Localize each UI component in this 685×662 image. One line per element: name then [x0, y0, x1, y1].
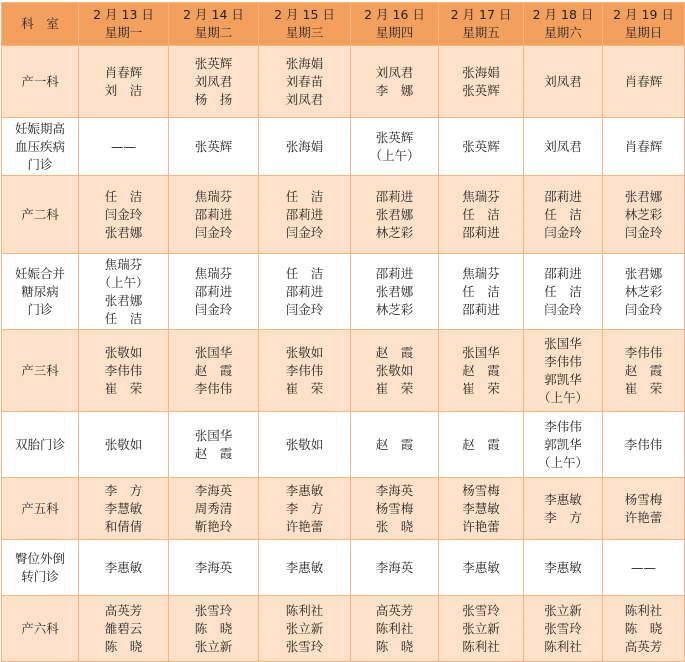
duty-cell — [259, 46, 351, 118]
staff-name: 张君娜 — [375, 206, 414, 222]
staff-name: 李伟伟 — [285, 362, 324, 378]
schedule-row — [2, 254, 685, 330]
staff-name: 张雪玲 — [544, 620, 582, 636]
schedule-row — [2, 540, 685, 596]
staff-name: 闫金玲 — [104, 206, 143, 222]
duty-cell — [79, 254, 169, 330]
staff-name: 高英芳 — [104, 602, 143, 618]
staff-name: 许艳蕾 — [285, 518, 324, 534]
staff-name: 邵莉进 — [375, 188, 414, 204]
day-weekday: 星期一 — [104, 25, 143, 40]
staff-name: 陈 晓 — [375, 638, 414, 654]
duty-cell — [79, 176, 169, 254]
staff-name: 邵莉进 — [462, 224, 500, 240]
staff-name: 陈利社 — [462, 638, 500, 654]
schedule-row — [2, 46, 685, 118]
staff-name: 邵莉进 — [194, 206, 233, 222]
staff-name: 邵莉进 — [544, 265, 582, 281]
staff-name: 李惠敏 — [544, 559, 582, 575]
day-header — [439, 3, 524, 46]
dept-name-line: 产二科 — [21, 206, 59, 222]
staff-name: 张敬如 — [104, 344, 143, 360]
day-weekday: 星期四 — [375, 25, 414, 40]
staff-name: （上午） — [537, 389, 588, 405]
staff-name: 高英芳 — [624, 638, 663, 654]
schedule-row — [2, 596, 685, 662]
duty-cell — [524, 540, 603, 596]
staff-name: 杨雪梅 — [375, 500, 414, 516]
staff-name: 李伟伟 — [624, 344, 663, 360]
staff-name: 刘凤君 — [544, 73, 582, 89]
duty-cell — [351, 176, 439, 254]
staff-name: 刘春苗 — [285, 73, 324, 89]
dept-cell — [2, 118, 79, 176]
staff-name: 闫金玲 — [624, 224, 663, 240]
staff-name: 张海娟 — [285, 55, 324, 71]
staff-name: 崔 荣 — [375, 380, 414, 396]
staff-name: 任 洁 — [544, 283, 582, 299]
duty-cell — [439, 46, 524, 118]
duty-cell — [524, 596, 603, 662]
schedule-row — [2, 118, 685, 176]
duty-cell — [524, 46, 603, 118]
duty-cell — [351, 118, 439, 176]
duty-cell — [351, 540, 439, 596]
staff-name: 任 洁 — [544, 206, 582, 222]
day-weekday: 星期五 — [462, 25, 500, 40]
staff-name: 闫金玲 — [624, 301, 663, 317]
staff-name: 李慧敏 — [462, 500, 500, 516]
duty-cell — [79, 478, 169, 540]
staff-name: 李惠敏 — [285, 559, 324, 575]
duty-cell — [603, 254, 685, 330]
staff-name: 雒碧云 — [104, 620, 143, 636]
staff-name: 张立新 — [194, 638, 233, 654]
staff-name: 赵 霞 — [194, 362, 233, 378]
dept-cell — [2, 46, 79, 118]
schedule-row — [2, 412, 685, 478]
staff-name: 焦瑞芬 — [194, 265, 233, 281]
duty-cell — [259, 330, 351, 412]
staff-name: 赵 霞 — [462, 436, 500, 452]
staff-name: 闫金玲 — [194, 301, 233, 317]
staff-name: 李海英 — [375, 482, 414, 498]
staff-name: 刘凤君 — [544, 138, 582, 154]
staff-name: 李 方 — [544, 509, 582, 525]
duty-cell — [439, 176, 524, 254]
staff-name: 李海英 — [375, 559, 414, 575]
duty-cell — [79, 46, 169, 118]
day-date: 2 月 13 日 — [93, 7, 154, 22]
staff-name: 张敬如 — [104, 436, 143, 452]
duty-cell — [169, 478, 259, 540]
duty-cell — [259, 254, 351, 330]
day-weekday: 星期六 — [544, 25, 582, 40]
staff-name: —— — [111, 138, 136, 154]
dept-header — [2, 3, 79, 46]
staff-name: 赵 霞 — [375, 344, 414, 360]
staff-name: 邵莉进 — [462, 301, 500, 317]
staff-name: 许艳蕾 — [624, 509, 663, 525]
staff-name: 崔 荣 — [462, 380, 500, 396]
staff-name: 李伟伟 — [104, 362, 143, 378]
duty-cell — [79, 540, 169, 596]
staff-name: 肖春辉 — [104, 64, 143, 80]
dept-cell — [2, 478, 79, 540]
duty-cell — [439, 330, 524, 412]
staff-name: 崔 荣 — [624, 380, 663, 396]
staff-name: 崔 荣 — [104, 380, 143, 396]
staff-name: 赵 霞 — [624, 362, 663, 378]
dept-name-line: 门诊 — [27, 301, 53, 317]
dept-name-line: 产五科 — [21, 500, 59, 516]
day-date: 2 月 16 日 — [364, 7, 425, 22]
staff-name: 焦瑞芬 — [462, 188, 500, 204]
dept-name-line: 产一科 — [21, 73, 59, 89]
duty-cell — [524, 478, 603, 540]
staff-name: 邵莉进 — [194, 283, 233, 299]
day-date: 2 月 18 日 — [532, 7, 594, 22]
staff-name: 李 娜 — [375, 82, 414, 98]
duty-cell — [439, 118, 524, 176]
staff-name: 张君娜 — [104, 224, 143, 240]
staff-name: 焦瑞芬 — [194, 188, 233, 204]
staff-name: 张雪玲 — [462, 602, 500, 618]
staff-name: 陈 晓 — [104, 638, 143, 654]
duty-cell — [603, 540, 685, 596]
duty-cell — [79, 330, 169, 412]
duty-cell — [603, 176, 685, 254]
duty-cell — [439, 540, 524, 596]
duty-cell — [603, 46, 685, 118]
staff-name: 陈 晓 — [624, 620, 663, 636]
staff-name: （上午） — [369, 147, 420, 163]
duty-cell — [169, 540, 259, 596]
schedule-body — [2, 46, 685, 662]
staff-name: 陈利社 — [375, 620, 414, 636]
staff-name: 闫金玲 — [544, 301, 582, 317]
header-row — [2, 3, 685, 46]
duty-cell — [169, 118, 259, 176]
dept-name-line: 门诊 — [27, 156, 53, 172]
staff-name: 张国华 — [544, 335, 582, 351]
duty-cell — [603, 330, 685, 412]
staff-name: 林芝彩 — [624, 283, 663, 299]
staff-name: 陈利社 — [544, 638, 582, 654]
dept-name-line: 糖尿病 — [21, 283, 59, 299]
staff-name: 李 方 — [104, 482, 143, 498]
staff-name: 邵莉进 — [285, 206, 324, 222]
staff-name: 任 洁 — [462, 283, 500, 299]
staff-name: 刘凤君 — [285, 91, 324, 107]
duty-cell — [439, 412, 524, 478]
dept-cell — [2, 254, 79, 330]
staff-name: 张立新 — [544, 602, 582, 618]
staff-name: 张君娜 — [624, 265, 663, 281]
staff-name: 赵 霞 — [462, 362, 500, 378]
dept-name-line: 臀位外倒 — [14, 550, 65, 566]
staff-name: 郭凯华 — [544, 371, 582, 387]
duty-cell — [351, 412, 439, 478]
staff-name: 任 洁 — [104, 188, 143, 204]
duty-cell — [439, 596, 524, 662]
schedule-row — [2, 478, 685, 540]
day-weekday: 星期日 — [624, 25, 663, 40]
staff-name: 周秀清 — [194, 500, 233, 516]
staff-name: 李惠敏 — [462, 559, 500, 575]
dept-cell — [2, 540, 79, 596]
duty-cell — [169, 596, 259, 662]
duty-cell — [351, 596, 439, 662]
staff-name: 杨雪梅 — [624, 491, 663, 507]
day-date: 2 月 15 日 — [274, 7, 335, 22]
staff-name: 张雪玲 — [285, 638, 324, 654]
duty-cell — [439, 254, 524, 330]
duty-cell — [603, 412, 685, 478]
duty-cell — [351, 254, 439, 330]
dept-header-label: 科 室 — [21, 16, 59, 31]
staff-name: 张敬如 — [375, 362, 414, 378]
duty-cell — [351, 46, 439, 118]
duty-cell — [259, 118, 351, 176]
duty-cell — [439, 478, 524, 540]
duty-cell — [79, 412, 169, 478]
staff-name: 张英辉 — [194, 55, 233, 71]
duty-cell — [169, 412, 259, 478]
staff-name: 靳艳玲 — [194, 518, 233, 534]
duty-cell — [351, 330, 439, 412]
duty-cell — [351, 478, 439, 540]
staff-name: 任 洁 — [285, 188, 324, 204]
duty-cell — [259, 540, 351, 596]
staff-name: 张英辉 — [194, 138, 233, 154]
staff-name: 张国华 — [194, 344, 233, 360]
staff-name: 张雪玲 — [194, 602, 233, 618]
dept-name-line: 转门诊 — [21, 568, 59, 584]
staff-name: 张敬如 — [285, 344, 324, 360]
staff-name: 邵莉进 — [285, 283, 324, 299]
staff-name: 任 洁 — [462, 206, 500, 222]
staff-name: 任 洁 — [285, 265, 324, 281]
day-date: 2 月 14 日 — [183, 7, 244, 22]
staff-name: 刘 洁 — [104, 82, 143, 98]
staff-name: 闫金玲 — [285, 224, 324, 240]
dept-cell — [2, 596, 79, 662]
dept-name-line: 产三科 — [21, 362, 59, 378]
day-header — [524, 3, 603, 46]
staff-name: 张君娜 — [624, 188, 663, 204]
staff-name: 和倩倩 — [104, 518, 143, 534]
duty-cell — [524, 330, 603, 412]
duty-cell — [603, 118, 685, 176]
staff-name: 闫金玲 — [285, 301, 324, 317]
day-date: 2 月 17 日 — [450, 7, 512, 22]
staff-name: 张英辉 — [462, 138, 500, 154]
staff-name: 张敬如 — [285, 436, 324, 452]
staff-name: 任 洁 — [104, 310, 143, 326]
day-weekday: 星期三 — [285, 25, 324, 40]
day-header — [79, 3, 169, 46]
day-header — [351, 3, 439, 46]
dept-name-line: 妊娠合并 — [14, 265, 65, 281]
duty-cell — [524, 176, 603, 254]
duty-cell — [259, 478, 351, 540]
staff-name: 张立新 — [285, 620, 324, 636]
day-header — [259, 3, 351, 46]
duty-cell — [524, 412, 603, 478]
staff-name: 赵 霞 — [194, 445, 233, 461]
staff-name: —— — [631, 559, 656, 575]
duty-schedule-table — [1, 2, 685, 662]
staff-name: 杨雪梅 — [462, 482, 500, 498]
staff-name: 焦瑞芬 — [104, 256, 143, 272]
staff-name: 闫金玲 — [544, 224, 582, 240]
staff-name: 张英辉 — [375, 129, 414, 145]
duty-cell — [524, 118, 603, 176]
staff-name: （上午） — [537, 454, 588, 470]
staff-name: 高英芳 — [375, 602, 414, 618]
staff-name: 李 方 — [285, 500, 324, 516]
staff-name: 林芝彩 — [375, 224, 414, 240]
dept-cell — [2, 330, 79, 412]
staff-name: 张君娜 — [375, 283, 414, 299]
staff-name: 张英辉 — [462, 82, 500, 98]
duty-cell — [79, 596, 169, 662]
day-header — [603, 3, 685, 46]
staff-name: 赵 霞 — [375, 436, 414, 452]
duty-cell — [603, 596, 685, 662]
duty-cell — [524, 254, 603, 330]
staff-name: 张君娜 — [104, 292, 143, 308]
staff-name: 林芝彩 — [624, 206, 663, 222]
dept-name-line: 产六科 — [21, 620, 59, 636]
staff-name: 李惠敏 — [285, 482, 324, 498]
staff-name: 焦瑞芬 — [462, 265, 500, 281]
dept-cell — [2, 412, 79, 478]
duty-cell — [259, 412, 351, 478]
duty-cell — [603, 478, 685, 540]
dept-name-line: 血压疾病 — [14, 138, 65, 154]
staff-name: 张 晓 — [375, 518, 414, 534]
staff-name: 邵莉进 — [375, 265, 414, 281]
duty-cell — [169, 176, 259, 254]
day-header — [169, 3, 259, 46]
staff-name: 李伟伟 — [544, 418, 582, 434]
staff-name: 陈 晓 — [194, 620, 233, 636]
staff-name: 郭凯华 — [544, 436, 582, 452]
staff-name: 陈利社 — [624, 602, 663, 618]
staff-name: 张立新 — [462, 620, 500, 636]
staff-name: 李惠敏 — [544, 491, 582, 507]
duty-cell — [169, 330, 259, 412]
staff-name: 许艳蕾 — [462, 518, 500, 534]
schedule-row — [2, 330, 685, 412]
dept-name-line: 妊娠期高 — [14, 120, 65, 136]
staff-name: 肖春辉 — [624, 73, 663, 89]
duty-cell — [259, 596, 351, 662]
staff-name: 崔 荣 — [285, 380, 324, 396]
staff-name: 李慧敏 — [104, 500, 143, 516]
day-weekday: 星期二 — [194, 25, 233, 40]
duty-cell — [169, 46, 259, 118]
dept-cell — [2, 176, 79, 254]
schedule-row — [2, 176, 685, 254]
staff-name: 张国华 — [462, 344, 500, 360]
staff-name: 邵莉进 — [544, 188, 582, 204]
staff-name: 李伟伟 — [194, 380, 233, 396]
staff-name: 刘凤君 — [375, 64, 414, 80]
day-date: 2 月 19 日 — [613, 7, 674, 22]
staff-name: 林芝彩 — [375, 301, 414, 317]
staff-name: 肖春辉 — [624, 138, 663, 154]
staff-name: 李惠敏 — [104, 559, 143, 575]
duty-cell — [79, 118, 169, 176]
staff-name: 李伟伟 — [544, 353, 582, 369]
staff-name: 刘凤君 — [194, 73, 233, 89]
staff-name: 杨 扬 — [194, 91, 233, 107]
staff-name: 张海娟 — [462, 64, 500, 80]
staff-name: 张国华 — [194, 427, 233, 443]
staff-name: 李海英 — [194, 482, 233, 498]
duty-cell — [259, 176, 351, 254]
staff-name: 陈利社 — [285, 602, 324, 618]
staff-name: 闫金玲 — [194, 224, 233, 240]
dept-name-line: 双胎门诊 — [14, 436, 65, 452]
staff-name: 张海娟 — [285, 138, 324, 154]
staff-name: （上午） — [98, 274, 149, 290]
staff-name: 李海英 — [194, 559, 233, 575]
duty-cell — [169, 254, 259, 330]
staff-name: 李伟伟 — [624, 436, 663, 452]
